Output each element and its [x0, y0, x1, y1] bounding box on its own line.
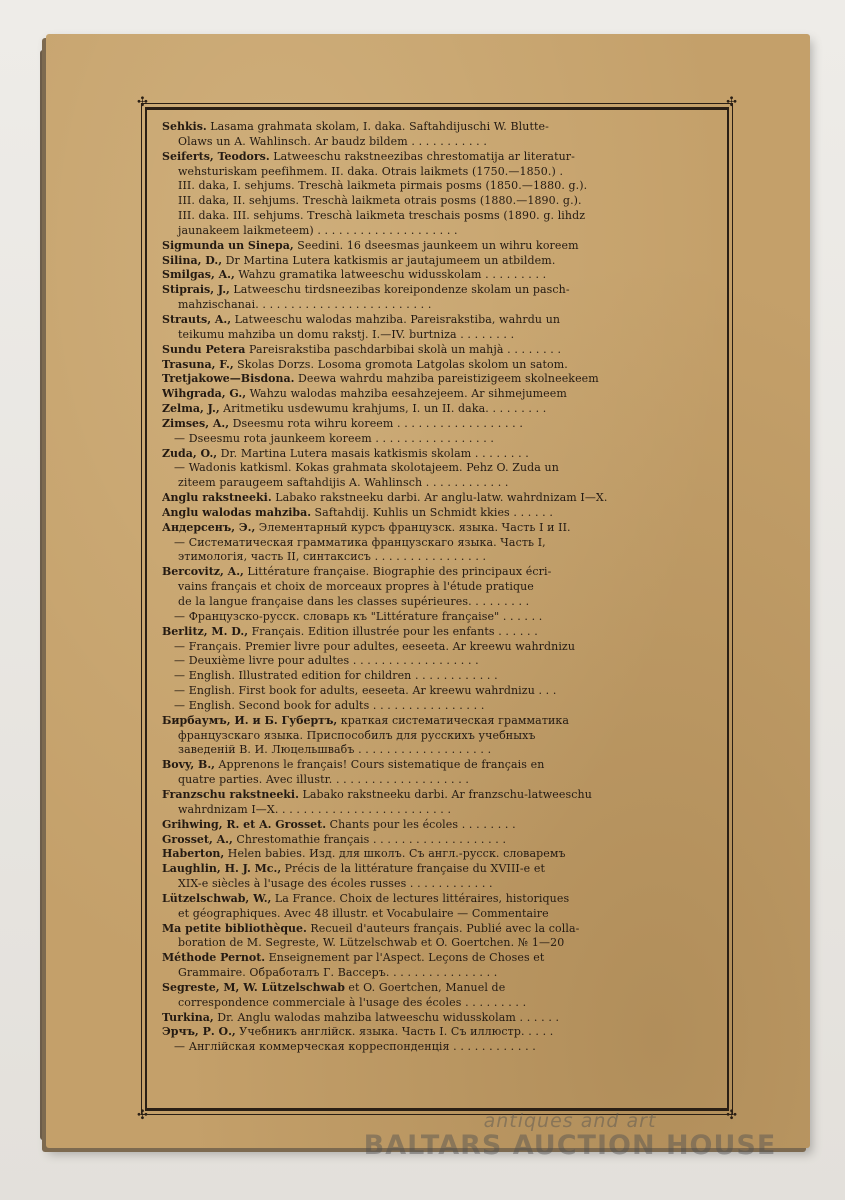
entry-author: Trasuna, F., — [162, 357, 234, 371]
catalog-entry — [162, 417, 718, 432]
entry-description: Recueil d'auteurs français. Publié avec la colla- — [310, 921, 580, 935]
entry-author: Sehkis. — [162, 120, 207, 133]
entry-description: Dr. Martina Lutera masais katkismis skolam . . . . . . . . — [220, 446, 529, 460]
entry-description: — Wadonis katkisml. Kokas grahmata skolotajeem. Pehz O. Zuda un — [174, 461, 559, 475]
entry-description: Элементарный курсъ французск. языка. Часть I и II. — [258, 520, 571, 534]
catalog-entry — [162, 773, 718, 788]
catalog-entry — [162, 1025, 718, 1040]
catalog-entry — [162, 268, 718, 283]
catalog-entry — [162, 358, 718, 373]
entry-description: mahzischanai. . . . . . . . . . . . . . . . . . . . . . . . . — [178, 298, 432, 312]
catalog-entry — [162, 343, 718, 358]
catalog-entry — [162, 194, 718, 209]
entry-description: Dseesmu rota wihru koreem . . . . . . . . . . . . . . . . . . — [232, 416, 523, 430]
entry-description: XIX-e siècles à l'usage des écoles russes . . . . . . . . . . . . — [178, 877, 493, 891]
catalog-entry — [162, 328, 718, 343]
catalog-entry — [162, 654, 718, 669]
catalog-entry — [162, 729, 718, 744]
entry-description: Labako rakstneeku darbi. Ar anglu-latw. wahrdnizam I—X. — [275, 491, 608, 505]
catalog-entry — [162, 684, 718, 699]
catalog-entry — [162, 461, 718, 476]
catalog-entry — [162, 743, 718, 758]
entry-author: Strauts, A., — [162, 312, 232, 326]
catalog-entry — [162, 239, 718, 254]
corner-ornament-icon: ✣ — [726, 1108, 737, 1123]
catalog-entry — [162, 625, 718, 640]
entry-description: ziteem paraugeem saftahdijis A. Wahlinsch . . . . . . . . . . . . — [178, 476, 509, 490]
entry-author: Бирбаумъ, И. и Б. Губертъ, — [162, 713, 338, 727]
catalog-entry — [162, 833, 718, 848]
catalog-entry — [162, 669, 718, 684]
entry-description: III. daka, I. sehjums. Treschà laikmeta pirmais posms (1850.—1880. g.). — [178, 179, 588, 193]
entry-description: III. daka. III. sehjums. Treschà laikmeta treschais posms (1890. g. lihdz — [178, 209, 586, 223]
entry-description: Latweeschu walodas mahziba. Pareisrakstiba, wahrdu un — [234, 312, 561, 326]
entry-description: Wahzu walodas mahziba eesahzejeem. Ar sihmejumeem — [249, 387, 567, 401]
catalog-entry — [162, 892, 718, 907]
catalog-entry — [162, 506, 718, 521]
catalog-entry — [162, 550, 718, 565]
entry-author: Anglu rakstneeki. — [162, 491, 272, 505]
auction-watermark — [360, 1110, 780, 1161]
entry-description: Pareisrakstiba paschdarbibai skolà un mahjà . . . . . . . . — [248, 342, 562, 356]
entry-description: wehsturiskam peefihmem. II. daka. Otrais laikmets (1750.—1850.) . — [178, 164, 564, 178]
entry-description: Wahzu gramatika latweeschu widusskolam . . . . . . . . . — [238, 268, 547, 282]
entry-author: Méthode Pernot. — [162, 951, 266, 965]
catalog-entry — [162, 788, 718, 803]
catalog-entry — [162, 179, 718, 194]
entry-description: Latweeschu rakstneezibas chrestomatija ar literatur- — [273, 149, 575, 163]
entry-description: Helen babies. Изд. для школъ. Съ англ.-русск. словаремъ — [227, 847, 566, 861]
catalog-entry — [162, 521, 718, 536]
entry-description: этимологія, часть II, синтаксисъ . . . . . . . . . . . . . . . . — [178, 550, 487, 564]
entry-description: — Англійская коммерческая корреспонденція . . . . . . . . . . . . — [174, 1040, 536, 1054]
catalog-entry — [162, 847, 718, 862]
entry-author: Laughlin, H. J. Mc., — [162, 862, 282, 876]
catalog-entry — [162, 714, 718, 729]
catalog-entry — [162, 981, 718, 996]
entry-author: Bercovitz, A., — [162, 565, 244, 579]
entry-description: Labako rakstneeku darbi. Ar franzschu-latweeschu — [302, 787, 592, 801]
entry-description: Grammaire. Обработалъ Г. Вассеръ. . . . . . . . . . . . . . . . — [178, 966, 498, 980]
entry-description: et O. Goertchen, Manuel de — [348, 980, 506, 994]
entry-description: jaunakeem laikmeteem) . . . . . . . . . . . . . . . . . . . . — [178, 223, 458, 237]
entry-author: Tretjakowe—Bisdona. — [162, 372, 295, 386]
entry-description: Lasama grahmata skolam, I. daka. Saftahdijuschi W. Blutte- — [210, 120, 549, 133]
catalog-entry — [162, 595, 718, 610]
entry-description: Учебникъ англійск. языка. Часть I. Съ иллюстр. . . . . — [239, 1025, 554, 1039]
entry-author: Zimses, A., — [162, 416, 230, 430]
entry-description: — Dseesmu rota jaunkeem koreem . . . . . . . . . . . . . . . . . — [174, 431, 495, 445]
entry-author: Segreste, M, W. Lützelschwab — [162, 980, 345, 994]
catalog-entry — [162, 877, 718, 892]
entry-author: Sigmunda un Sinepa, — [162, 238, 294, 252]
entry-description: III. daka, II. sehjums. Treschà laikmeta otrais posms (1880.—1890. g.). — [178, 194, 582, 208]
entry-author: Grihwing, R. et A. Grosset. — [162, 817, 327, 831]
entry-description: Latweeschu tirdsneezibas koreipondenze skolam un pasch- — [233, 283, 570, 297]
entry-author: Silina, D., — [162, 253, 223, 267]
entry-author: Grosset, A., — [162, 832, 233, 846]
catalog-entry — [162, 135, 718, 150]
entry-description: — Deuxième livre pour adultes . . . . . . . . . . . . . . . . . . — [174, 654, 479, 668]
entry-description: — English. Illustrated edition for children . . . . . . . . . . . . — [174, 669, 498, 683]
entry-description: заведеній В. И. Люцельшвабъ . . . . . . . . . . . . . . . . . . . — [178, 743, 492, 757]
catalog-entry — [162, 254, 718, 269]
entry-author: Андерсенъ, Э., — [162, 520, 256, 534]
catalog-entry — [162, 862, 718, 877]
entry-description: французскаго языка. Приспособилъ для русскихъ учебныхъ — [178, 728, 536, 742]
catalog-entry — [162, 818, 718, 833]
watermark-tagline: antiques and art — [483, 1110, 657, 1132]
entry-description: Enseignement par l'Aspect. Leçons de Choses et — [268, 951, 545, 965]
entry-description: Dr Martina Lutera katkismis ar jautajumeem un atbildem. — [225, 253, 556, 267]
book-catalog-list — [162, 120, 718, 1055]
catalog-entry — [162, 966, 718, 981]
entry-description: Chants pour les écoles . . . . . . . . — [329, 817, 516, 831]
entry-description: Littérature française. Biographie des principaux écri- — [247, 565, 552, 579]
catalog-entry — [162, 491, 718, 506]
entry-author: Эрчъ, Р. О., — [162, 1025, 236, 1039]
entry-author: Haberton, — [162, 847, 225, 861]
entry-author: Berlitz, M. D., — [162, 624, 249, 638]
corner-ornament-icon: ✣ — [726, 95, 737, 110]
entry-description: — English. First book for adults, eeseeta. Ar kreewu wahrdnizu . . . — [174, 684, 557, 698]
entry-author: Bovy, B., — [162, 758, 215, 772]
entry-author: Lützelschwab, W., — [162, 891, 272, 905]
entry-description: — Систематическая грамматика французскаго языка. Часть I, — [174, 535, 546, 549]
catalog-entry — [162, 120, 718, 135]
entry-author: Zelma, J., — [162, 402, 220, 416]
entry-description: Olaws un A. Wahlinsch. Ar baudz bildem . . . . . . . . . . . — [178, 134, 487, 148]
catalog-entry — [162, 447, 718, 462]
entry-description: Précis de la littérature française du XVIII-e et — [284, 862, 546, 876]
catalog-entry — [162, 907, 718, 922]
entry-description: Aritmetiku usdewumu krahjums, I. un II. daka. . . . . . . . . — [223, 402, 547, 416]
catalog-entry — [162, 372, 718, 387]
catalog-entry — [162, 565, 718, 580]
catalog-entry — [162, 150, 718, 165]
entry-description: de la langue française dans les classes supérieures. . . . . . . . . — [178, 595, 530, 608]
catalog-entry — [162, 402, 718, 417]
entry-description: quatre parties. Avec illustr. . . . . . . . . . . . . . . . . . . . — [178, 773, 470, 787]
entry-description: Saftahdij. Kuhlis un Schmidt kkies . . . . . . — [314, 505, 553, 519]
catalog-entry — [162, 580, 718, 595]
entry-description: — English. Second book for adults . . . . . . . . . . . . . . . . — [174, 698, 485, 712]
catalog-entry — [162, 610, 718, 625]
entry-description: vains français et choix de morceaux propres à l'étude pratique — [178, 580, 534, 594]
corner-ornament-icon: ✣ — [137, 1108, 148, 1123]
catalog-entry — [162, 803, 718, 818]
catalog-entry — [162, 936, 718, 951]
corner-ornament-icon: ✣ — [137, 95, 148, 110]
entry-description: Deewa wahrdu mahziba pareistizigeem skolneekeem — [297, 372, 599, 386]
catalog-entry — [162, 298, 718, 313]
entry-author: Turkina, — [162, 1010, 214, 1024]
catalog-entry — [162, 283, 718, 298]
catalog-entry — [162, 165, 718, 180]
entry-description: correspondence commerciale à l'usage des écoles . . . . . . . . . — [178, 995, 527, 1009]
entry-author: Ma petite bibliothèque. — [162, 921, 307, 935]
catalog-entry — [162, 313, 718, 328]
entry-description: Chrestomathie français . . . . . . . . . . . . . . . . . . . — [236, 832, 507, 846]
entry-description: Skolas Dorzs. Losoma gromota Latgolas skolom un satom. — [237, 357, 568, 371]
catalog-entry — [162, 758, 718, 773]
catalog-entry — [162, 476, 718, 491]
catalog-entry — [162, 951, 718, 966]
entry-author: Anglu walodas mahziba. — [162, 505, 312, 519]
entry-author: Zuda, O., — [162, 446, 218, 460]
entry-description: La France. Choix de lectures littéraires, historiques — [274, 891, 570, 905]
entry-description: Français. Edition illustrée pour les enfants . . . . . . — [251, 624, 538, 638]
entry-description: boration de M. Segreste, W. Lützelschwab et O. Goertchen. № 1—20 — [178, 936, 565, 950]
catalog-entry — [162, 640, 718, 655]
catalog-entry — [162, 996, 718, 1011]
entry-description: — Французско-русск. словарь къ "Littérature française" . . . . . . — [174, 609, 543, 623]
watermark-name: BALTARS AUCTION HOUSE — [363, 1130, 777, 1161]
catalog-entry — [162, 536, 718, 551]
catalog-entry — [162, 699, 718, 714]
catalog-entry — [162, 922, 718, 937]
entry-description: Apprenons le français! Cours sistematique de français en — [218, 758, 545, 772]
entry-description: Seedini. 16 dseesmas jaunkeem un wihru koreem — [297, 238, 579, 252]
catalog-entry — [162, 387, 718, 402]
entry-description: Dr. Anglu walodas mahziba latweeschu widusskolam . . . . . . — [217, 1010, 560, 1024]
entry-author: Wihgrada, G., — [162, 387, 247, 401]
entry-description: wahrdnizam I—X. . . . . . . . . . . . . . . . . . . . . . . . . — [178, 802, 452, 816]
catalog-entry — [162, 1040, 718, 1055]
entry-description: et géographiques. Avec 48 illustr. et Vocabulaire — Commentaire — [178, 906, 549, 920]
catalog-entry — [162, 1011, 718, 1026]
entry-author: Seiferts, Teodors. — [162, 149, 270, 163]
catalog-entry — [162, 209, 718, 224]
entry-description: краткая систематическая грамматика — [340, 713, 570, 727]
entry-description: teikumu mahziba un domu rakstj. I.—IV. burtniza . . . . . . . . — [178, 327, 515, 341]
catalog-entry — [162, 224, 718, 239]
entry-author: Sundu Petera — [162, 342, 246, 356]
entry-description: — Français. Premier livre pour adultes, eeseeta. Ar kreewu wahrdnizu — [174, 639, 576, 653]
entry-author: Stiprais, J., — [162, 283, 230, 297]
entry-author: Franzschu rakstneeki. — [162, 787, 299, 801]
entry-author: Smilgas, A., — [162, 268, 235, 282]
catalog-entry — [162, 432, 718, 447]
